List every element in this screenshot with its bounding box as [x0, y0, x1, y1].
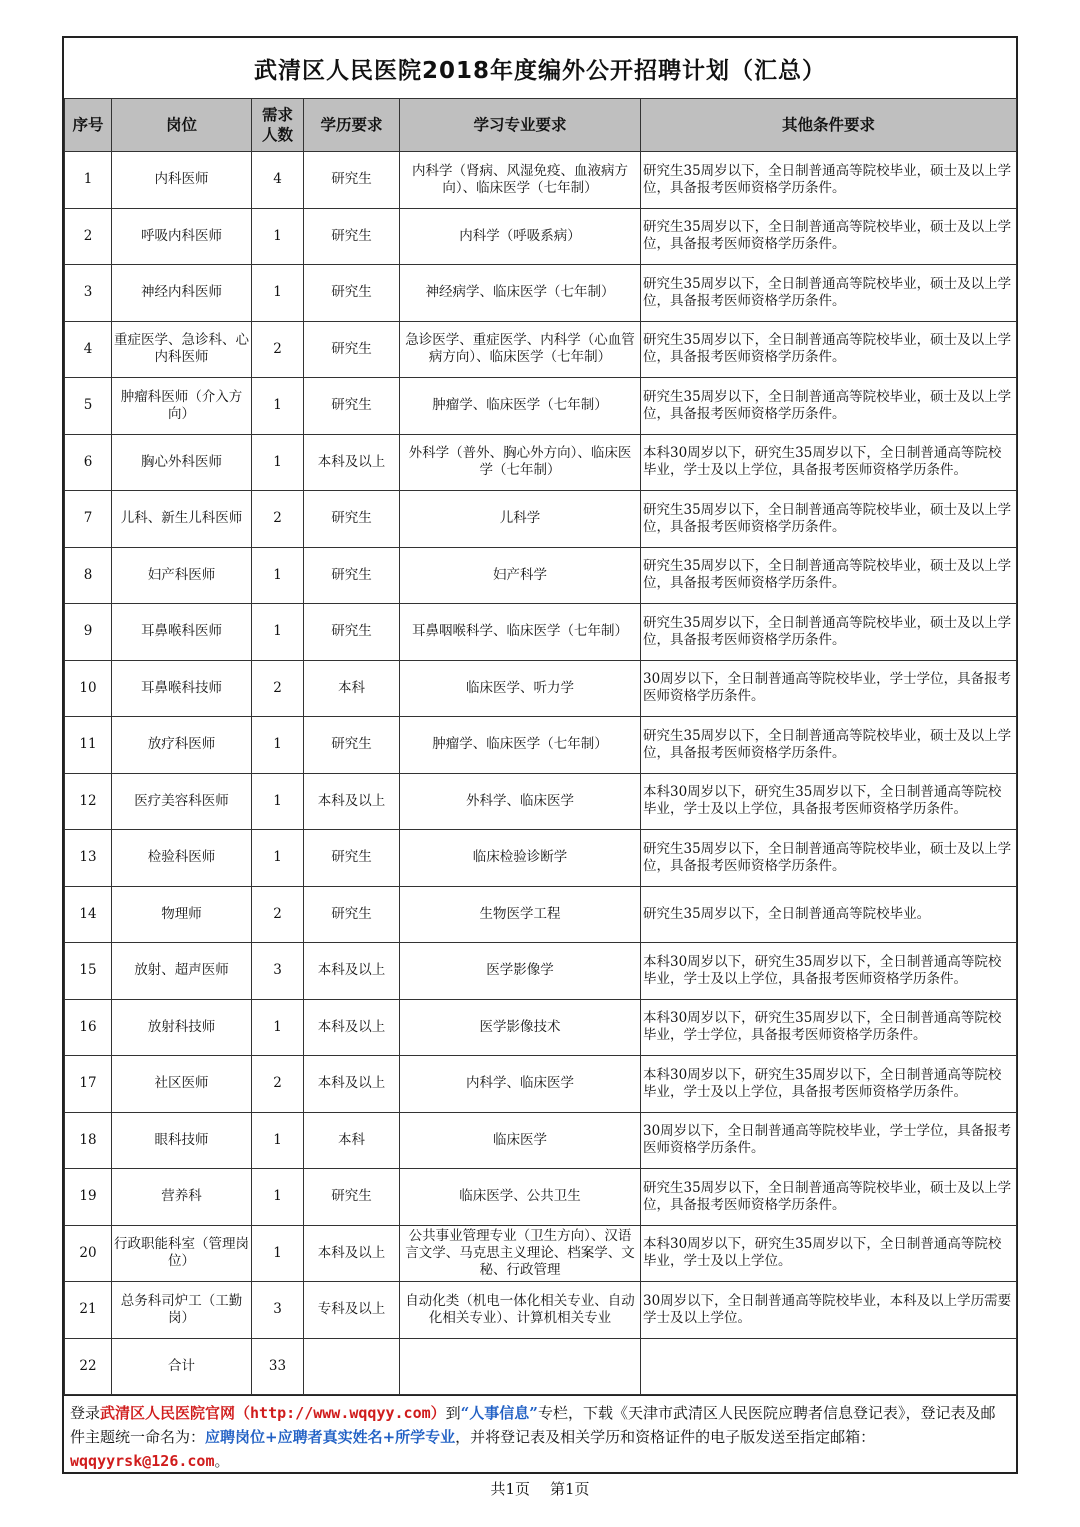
cell-no: 6	[65, 434, 112, 491]
cell-no: 5	[65, 378, 112, 435]
total-row	[65, 1338, 1017, 1395]
table-row	[65, 491, 1017, 548]
cell-no: 15	[65, 943, 112, 1000]
cell-count: 1	[252, 547, 304, 604]
cell-count: 1	[252, 434, 304, 491]
cell-other: 30周岁以下，全日制普通高等院校毕业，学士学位，具备报考医师资格学历条件。	[641, 1112, 1017, 1169]
cell-count: 2	[252, 660, 304, 717]
total-no: 22	[65, 1338, 112, 1395]
cell-edu: 研究生	[304, 547, 400, 604]
cell-major: 外科学（普外、胸心外方向）、临床医学（七年制）	[400, 434, 641, 491]
recruitment-sheet	[62, 36, 1018, 1474]
cell-count: 1	[252, 1169, 304, 1226]
cell-other: 研究生35周岁以下，全日制普通高等院校毕业，硕士及以上学位，具备报考医师资格学历条件。	[641, 265, 1017, 322]
cell-major: 医学影像技术	[400, 999, 641, 1056]
table-row	[65, 1056, 1017, 1113]
cell-count: 1	[252, 265, 304, 322]
cell-edu: 本科及以上	[304, 1056, 400, 1113]
total-label: 合计	[112, 1338, 252, 1395]
table-row	[65, 1282, 1017, 1339]
cell-major: 外科学、临床医学	[400, 773, 641, 830]
cell-major: 内科学（肾病、风湿免疫、血液病方向）、临床医学（七年制）	[400, 152, 641, 209]
cell-major: 急诊医学、重症医学、内科学（心血管病方向）、临床医学（七年制）	[400, 321, 641, 378]
page-total: 共1页	[490, 1480, 530, 1498]
cell-edu: 本科及以上	[304, 999, 400, 1056]
table-row	[65, 547, 1017, 604]
cell-no: 10	[65, 660, 112, 717]
cell-edu: 本科及以上	[304, 773, 400, 830]
total-edu	[304, 1338, 400, 1395]
cell-other: 研究生35周岁以下，全日制普通高等院校毕业，硕士及以上学位，具备报考医师资格学历条件。	[641, 830, 1017, 887]
cell-post: 胸心外科医师	[112, 434, 252, 491]
table-row	[65, 830, 1017, 887]
cell-no: 9	[65, 604, 112, 661]
cell-other: 本科30周岁以下，研究生35周岁以下，全日制普通高等院校毕业，学士及以上学位，具备报考医师资格学历条件。	[641, 434, 1017, 491]
cell-post: 营养科	[112, 1169, 252, 1226]
cell-edu: 本科	[304, 1112, 400, 1169]
recruitment-table	[64, 98, 1017, 1395]
cell-post: 耳鼻喉科医师	[112, 604, 252, 661]
cell-post: 妇产科医师	[112, 547, 252, 604]
cell-no: 12	[65, 773, 112, 830]
cell-no: 8	[65, 547, 112, 604]
table-row	[65, 378, 1017, 435]
cell-no: 20	[65, 1225, 112, 1282]
cell-post: 物理师	[112, 886, 252, 943]
cell-edu: 研究生	[304, 604, 400, 661]
footer-text-4: ，并将登记表及相关学历和资格证件的电子版发送至指定邮箱：	[455, 1428, 876, 1446]
cell-major: 儿科学	[400, 491, 641, 548]
page-current: 第1页	[550, 1480, 590, 1498]
cell-count: 4	[252, 152, 304, 209]
cell-major: 生物医学工程	[400, 886, 641, 943]
cell-other: 研究生35周岁以下，全日制普通高等院校毕业，硕士及以上学位，具备报考医师资格学历条件。	[641, 491, 1017, 548]
page-title: 武清区人民医院2018年度编外公开招聘计划（汇总）	[64, 38, 1016, 99]
cell-post: 儿科、新生儿科医师	[112, 491, 252, 548]
cell-post: 放射科技师	[112, 999, 252, 1056]
table-row	[65, 717, 1017, 774]
cell-other: 研究生35周岁以下，全日制普通高等院校毕业，硕士及以上学位，具备报考医师资格学历条件。	[641, 152, 1017, 209]
table-row	[65, 773, 1017, 830]
header-major: 学习专业要求	[400, 99, 641, 152]
page-footer	[0, 1478, 1080, 1499]
application-instructions	[64, 1395, 1016, 1474]
footer-text-3: 专栏，下载《天津市武清区人民医院应聘者信息登记表》，登记表及邮件主题统一命名为：	[70, 1404, 996, 1446]
cell-count: 3	[252, 943, 304, 1000]
cell-no: 2	[65, 208, 112, 265]
cell-count: 1	[252, 604, 304, 661]
cell-other: 研究生35周岁以下，全日制普通高等院校毕业，硕士及以上学位，具备报考医师资格学历条件。	[641, 547, 1017, 604]
table-row	[65, 208, 1017, 265]
table-body	[65, 152, 1017, 1395]
footer-text-2: 到	[445, 1404, 461, 1422]
cell-post: 内科医师	[112, 152, 252, 209]
cell-other: 本科30周岁以下，研究生35周岁以下，全日制普通高等院校毕业，学士学位，具备报考医师资格学历条件。	[641, 999, 1017, 1056]
cell-count: 1	[252, 1225, 304, 1282]
cell-no: 4	[65, 321, 112, 378]
cell-count: 1	[252, 1112, 304, 1169]
cell-other: 30周岁以下，全日制普通高等院校毕业，本科及以上学历需要学士及以上学位。	[641, 1282, 1017, 1339]
table-row	[65, 886, 1017, 943]
cell-post: 眼科技师	[112, 1112, 252, 1169]
total-major	[400, 1338, 641, 1395]
cell-edu: 本科及以上	[304, 434, 400, 491]
cell-post: 耳鼻喉科技师	[112, 660, 252, 717]
site-name-link[interactable]: 武清区人民医院官网	[100, 1404, 236, 1422]
table-row	[65, 265, 1017, 322]
cell-no: 21	[65, 1282, 112, 1339]
cell-post: 呼吸内科医师	[112, 208, 252, 265]
table-row	[65, 1169, 1017, 1226]
header-other: 其他条件要求	[641, 99, 1017, 152]
header-row	[65, 99, 1017, 152]
cell-post: 社区医师	[112, 1056, 252, 1113]
cell-no: 11	[65, 717, 112, 774]
cell-other: 研究生35周岁以下，全日制普通高等院校毕业，硕士及以上学位，具备报考医师资格学历条件。	[641, 208, 1017, 265]
cell-no: 19	[65, 1169, 112, 1226]
cell-count: 1	[252, 830, 304, 887]
cell-edu: 研究生	[304, 152, 400, 209]
cell-major: 临床检验诊断学	[400, 830, 641, 887]
cell-other: 研究生35周岁以下，全日制普通高等院校毕业。	[641, 886, 1017, 943]
table-row	[65, 152, 1017, 209]
cell-major: 临床医学、听力学	[400, 660, 641, 717]
cell-post: 肿瘤科医师（介入方向）	[112, 378, 252, 435]
cell-count: 2	[252, 321, 304, 378]
naming-rule: 应聘岗位+应聘者真实姓名+所学专业	[205, 1428, 456, 1446]
table-row	[65, 1112, 1017, 1169]
header-post: 岗位	[112, 99, 252, 152]
cell-edu: 研究生	[304, 830, 400, 887]
cell-edu: 研究生	[304, 1169, 400, 1226]
cell-major: 自动化类（机电一体化相关专业、自动化相关专业）、计算机相关专业	[400, 1282, 641, 1339]
cell-no: 14	[65, 886, 112, 943]
cell-edu: 专科及以上	[304, 1282, 400, 1339]
cell-count: 2	[252, 886, 304, 943]
cell-edu: 本科及以上	[304, 1225, 400, 1282]
cell-no: 18	[65, 1112, 112, 1169]
cell-other: 本科30周岁以下，研究生35周岁以下，全日制普通高等院校毕业，学士及以上学位，具备报考医师资格学历条件。	[641, 943, 1017, 1000]
email-link[interactable]: wqqyyrsk@126.com	[70, 1452, 215, 1470]
cell-other: 研究生35周岁以下，全日制普通高等院校毕业，硕士及以上学位，具备报考医师资格学历条件。	[641, 378, 1017, 435]
cell-major: 内科学（呼吸系病）	[400, 208, 641, 265]
total-other	[641, 1338, 1017, 1395]
cell-other: 本科30周岁以下，研究生35周岁以下，全日制普通高等院校毕业，学士及以上学位，具备报考医师资格学历条件。	[641, 773, 1017, 830]
cell-major: 肿瘤学、临床医学（七年制）	[400, 378, 641, 435]
header-no: 序号	[65, 99, 112, 152]
table-row	[65, 1225, 1017, 1282]
cell-post: 放射、超声医师	[112, 943, 252, 1000]
table-row	[65, 943, 1017, 1000]
cell-other: 研究生35周岁以下，全日制普通高等院校毕业，硕士及以上学位，具备报考医师资格学历条件。	[641, 604, 1017, 661]
cell-count: 1	[252, 773, 304, 830]
cell-other: 本科30周岁以下，研究生35周岁以下，全日制普通高等院校毕业，学士及以上学位。	[641, 1225, 1017, 1282]
cell-post: 检验科医师	[112, 830, 252, 887]
cell-no: 7	[65, 491, 112, 548]
cell-major: 医学影像学	[400, 943, 641, 1000]
table-row	[65, 604, 1017, 661]
cell-other: 研究生35周岁以下，全日制普通高等院校毕业，硕士及以上学位，具备报考医师资格学历条件。	[641, 717, 1017, 774]
column-name: “人事信息”	[460, 1404, 538, 1422]
cell-edu: 研究生	[304, 265, 400, 322]
cell-count: 1	[252, 378, 304, 435]
total-count: 33	[252, 1338, 304, 1395]
cell-post: 神经内科医师	[112, 265, 252, 322]
cell-other: 研究生35周岁以下，全日制普通高等院校毕业，硕士及以上学位，具备报考医师资格学历条件。	[641, 321, 1017, 378]
cell-no: 1	[65, 152, 112, 209]
cell-post: 行政职能科室（管理岗位）	[112, 1225, 252, 1282]
cell-edu: 本科	[304, 660, 400, 717]
table-row	[65, 999, 1017, 1056]
cell-major: 公共事业管理专业（卫生方向）、汉语言文学、马克思主义理论、档案学、文秘、行政管理	[400, 1225, 641, 1282]
cell-no: 13	[65, 830, 112, 887]
footer-text-1: 登录	[70, 1404, 101, 1422]
cell-no: 17	[65, 1056, 112, 1113]
cell-other: 研究生35周岁以下，全日制普通高等院校毕业，硕士及以上学位，具备报考医师资格学历条件。	[641, 1169, 1017, 1226]
cell-edu: 研究生	[304, 491, 400, 548]
cell-major: 临床医学	[400, 1112, 641, 1169]
cell-major: 神经病学、临床医学（七年制）	[400, 265, 641, 322]
cell-post: 放疗科医师	[112, 717, 252, 774]
cell-count: 2	[252, 491, 304, 548]
table-row	[65, 434, 1017, 491]
cell-edu: 研究生	[304, 886, 400, 943]
cell-count: 2	[252, 1056, 304, 1113]
header-count	[252, 99, 304, 152]
cell-major: 妇产科学	[400, 547, 641, 604]
cell-edu: 本科及以上	[304, 943, 400, 1000]
header-count-text: 需求人数	[261, 106, 293, 144]
table-row	[65, 660, 1017, 717]
cell-no: 3	[65, 265, 112, 322]
header-edu: 学历要求	[304, 99, 400, 152]
cell-edu: 研究生	[304, 321, 400, 378]
cell-other: 本科30周岁以下，研究生35周岁以下，全日制普通高等院校毕业，学士及以上学位，具备报考医师资格学历条件。	[641, 1056, 1017, 1113]
footer-text-5: 。	[214, 1452, 230, 1470]
cell-major: 临床医学、公共卫生	[400, 1169, 641, 1226]
cell-edu: 研究生	[304, 717, 400, 774]
cell-count: 1	[252, 208, 304, 265]
cell-count: 1	[252, 717, 304, 774]
cell-major: 内科学、临床医学	[400, 1056, 641, 1113]
cell-other: 30周岁以下，全日制普通高等院校毕业，学士学位，具备报考医师资格学历条件。	[641, 660, 1017, 717]
cell-count: 3	[252, 1282, 304, 1339]
cell-no: 16	[65, 999, 112, 1056]
cell-post: 医疗美容科医师	[112, 773, 252, 830]
cell-post: 总务科司炉工（工勤岗）	[112, 1282, 252, 1339]
table-row	[65, 321, 1017, 378]
cell-major: 肿瘤学、临床医学（七年制）	[400, 717, 641, 774]
site-url-link[interactable]: （http://www.wqqyy.com）	[235, 1404, 446, 1422]
cell-edu: 研究生	[304, 208, 400, 265]
cell-count: 1	[252, 999, 304, 1056]
cell-major: 耳鼻咽喉科学、临床医学（七年制）	[400, 604, 641, 661]
cell-edu: 研究生	[304, 378, 400, 435]
cell-post: 重症医学、急诊科、心内科医师	[112, 321, 252, 378]
